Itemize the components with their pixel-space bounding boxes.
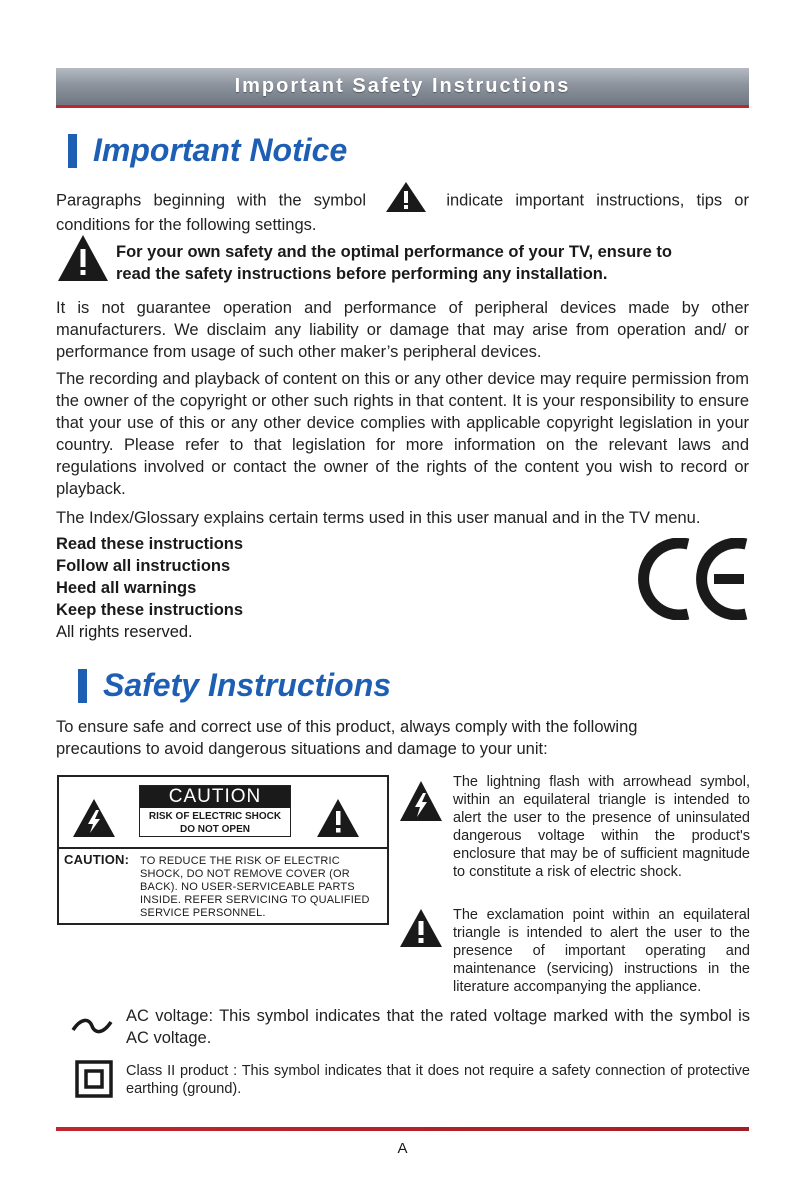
caution-label: [139, 785, 291, 837]
header-bar: [56, 68, 749, 108]
safety-instructions-heading: [78, 667, 391, 704]
peripheral-paragraph: It is not guarantee operation and performance of peripheral devices made by other manufacturers. We disclaim any liability or damage that may arise from operation and/ or performance from usage of such other maker’s peripheral devices.: [56, 299, 749, 361]
exclamation-warning-icon: [315, 797, 361, 839]
caution-label-sub-2: DO NOT OPEN: [179, 824, 250, 835]
footer-divider: [56, 1127, 749, 1131]
safety-notice-bold: [116, 241, 756, 285]
caution-label-title: CAUTION: [140, 786, 290, 808]
important-notice-title: Important Notice: [93, 132, 348, 168]
safety-bold-line-2: read the safety instructions before performing any installation.: [116, 265, 608, 283]
caution-lead: CAUTION:: [64, 852, 130, 867]
safety-instructions-title: Safety Instructions: [103, 667, 392, 703]
rule-item: Keep these instructions: [56, 601, 244, 619]
caution-statement: [64, 853, 386, 920]
class-ii-double-insulation-icon: [75, 1060, 113, 1098]
safety-intro-paragraph: To ensure safe and correct use of this product, always comply with the following precautions to avoid dangerous situations and damage to your unit:: [56, 718, 638, 758]
lightning-warning-icon: [71, 797, 117, 839]
symbol-paragraph: [56, 188, 749, 236]
class-ii-description: Class II product : This symbol indicates that it does not require a safety connection of protective earthing (ground).: [126, 1063, 750, 1097]
symbol-text-b: indicate important instructions, tips or conditions for the following settings.: [56, 191, 749, 234]
symbol-text-a: Paragraphs beginning with the symbol: [56, 191, 367, 210]
page-number: A: [397, 1140, 408, 1157]
ac-voltage-description: AC voltage: This symbol indicates that the rated voltage marked with the symbol is AC voltage.: [126, 1007, 750, 1047]
rights-reserved: All rights reserved.: [56, 623, 193, 641]
heading-accent-bar: [78, 669, 87, 703]
caution-divider: [59, 847, 387, 849]
instruction-rules-list: [56, 533, 243, 643]
glossary-paragraph: The Index/Glossary explains certain terms used in this user manual and in the TV menu.: [56, 509, 701, 527]
exclamation-warning-icon: [398, 907, 444, 949]
ac-voltage-icon: [70, 1016, 114, 1036]
page-header-title: Important Safety Instructions: [234, 75, 571, 97]
rule-item: Follow all instructions: [56, 557, 231, 575]
exclamation-description: The exclamation point within an equilateral triangle is intended to alert the user to the presence of important operating and maintenance (servicing) instructions in the literature accompanying the appliance.: [453, 907, 750, 995]
lightning-warning-icon: [398, 779, 444, 823]
exclamation-warning-icon: [384, 180, 428, 214]
caution-label-box: [57, 775, 389, 925]
lightning-description: The lightning flash with arrowhead symbol, within an equilateral triangle is intended to alert the user to the presence of uninsulated dangerous voltage within the product's enclosure that may be of sufficient magnitude to constitute a risk of electric shock.: [453, 774, 750, 880]
caution-body: TO REDUCE THE RISK OF ELECTRIC SHOCK, DO NOT REMOVE COVER (OR BACK). NO USER-SERVICEABLE PARTS INSIDE. REFER SERVICING TO QUALIFIED SERVICE PERSONNEL.: [140, 855, 370, 919]
large-exclamation-warning-icon: [56, 233, 110, 283]
safety-bold-line-1: For your own safety and the optimal performance of your TV, ensure to: [116, 243, 672, 261]
copyright-paragraph: The recording and playback of content on this or any other device may require permission from the owner of the copyright or other such rights in that content. It is your responsibility to ensure that your use of this or any other device complies with applicable copyright legislation in your country. Please refer to that legislation for more information on the relevant laws and regulations involved or contact the owner of the rights of the content you wish to record or playback.: [56, 370, 749, 498]
rule-item: Read these instructions: [56, 535, 244, 553]
important-notice-heading: [68, 132, 347, 169]
caution-label-sub-1: RISK OF ELECTRIC SHOCK: [148, 811, 282, 822]
rule-item: Heed all warnings: [56, 579, 197, 597]
ce-mark-icon: [638, 538, 750, 620]
heading-accent-bar: [68, 134, 77, 168]
